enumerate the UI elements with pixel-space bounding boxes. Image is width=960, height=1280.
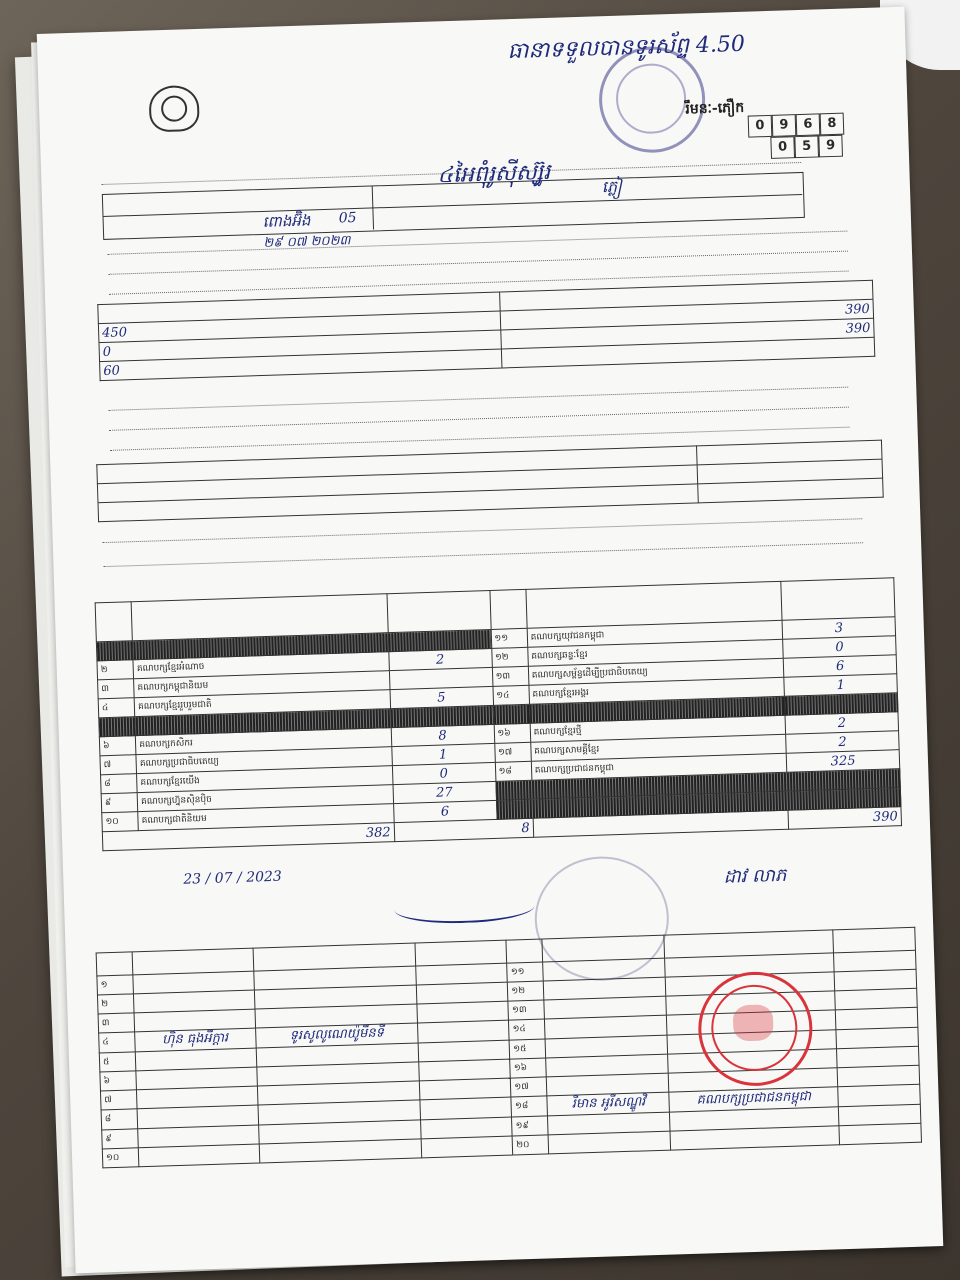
row-number: ៣ [98, 1013, 134, 1033]
party-votes: 2 [786, 731, 899, 754]
party-name: គណបក្សខ្មែរយើង [137, 766, 393, 793]
party-name: គណបក្សកម្ពុជានិយម [134, 671, 390, 698]
row-number: ១៤ [509, 1019, 546, 1040]
spoiled-ballots-value: 0 [102, 344, 112, 360]
remaining-ballots-value: 60 [103, 362, 121, 379]
party-name: គណបក្សយុវជនកម្ពុជា [527, 620, 783, 647]
party-name: គណបក្សខ្មែរអំណាច [133, 652, 389, 679]
party-number: ១៤ [492, 685, 529, 705]
party-name: គណបក្សឆន្ទៈខ្មែរ [527, 639, 783, 666]
district-code: 05 [338, 209, 357, 227]
officer-signature: ដាវ លាភ [723, 864, 787, 888]
party-number: ៦ [99, 736, 136, 756]
code-digit: 5 [794, 135, 819, 158]
observer-party: ទូរសូលូណេយ៉ូមីនទី [255, 1023, 418, 1048]
station-name: ៤អៃពុំរូស៊ីស្ស៊ួរ [437, 159, 551, 189]
invalid-votes: 8 [521, 820, 530, 836]
row-number: ២ [97, 994, 133, 1014]
row-number: ១៨ [511, 1096, 548, 1117]
row-number: ១០ [102, 1148, 138, 1168]
rule [109, 387, 849, 411]
row-number: ១៧ [511, 1077, 548, 1097]
party-votes: 6 [393, 800, 496, 822]
party-name: គណបក្សខ្មែរថ្មី [530, 715, 786, 742]
party-votes: 0 [783, 636, 896, 659]
party-number: ៨ [101, 774, 138, 794]
vote-type-label: រឹមនៈ-ភឿក [685, 99, 745, 118]
row-number: ៩ [102, 1129, 138, 1149]
vote-count-form [37, 7, 944, 1274]
rule [103, 518, 863, 543]
row-number: ១ [97, 975, 133, 995]
row-number: ១៩ [512, 1116, 549, 1136]
rule [108, 251, 848, 275]
party-number: ១៣ [492, 666, 529, 686]
district-name: ពោងអ៊ិង [262, 211, 311, 231]
handwritten-top-note: ធានាទទួលបានទូរស័ព្ទ 4.50 [507, 31, 746, 65]
commune-name: ភ្លៀ [601, 176, 623, 197]
code-row-2 [770, 135, 845, 159]
code-digit: 0 [770, 136, 795, 159]
party-name: គណបក្សកសិករ [135, 728, 391, 755]
code-digit: 0 [748, 115, 773, 138]
party-votes: 6 [783, 655, 896, 678]
row-number: ១២ [508, 981, 545, 1001]
party-votes: 8 [391, 724, 494, 746]
row-number: ៤ [99, 1032, 136, 1053]
party-number: ៣ [98, 679, 135, 699]
party-name: គណបក្សខ្មែរអង្គរ [529, 677, 785, 704]
row-number: ១៥ [509, 1039, 546, 1059]
row-number: ២០ [513, 1135, 550, 1155]
chief-signature [394, 891, 535, 925]
party-name: គណបក្សជាតិនិយម [138, 804, 394, 831]
observer-party: គណបក្សប្រជាជនកម្ពុជា [669, 1087, 838, 1112]
rule [103, 542, 863, 567]
code-digit: 6 [796, 113, 821, 136]
code-row-1 [748, 113, 845, 138]
party-votes: 2 [389, 648, 492, 670]
party-votes: 1 [391, 743, 494, 765]
party-number: ៧ [100, 755, 137, 775]
total-valid-votes: 382 [365, 824, 391, 841]
rule [109, 407, 849, 431]
national-emblem-icon [148, 85, 199, 133]
row-number: ៦ [100, 1071, 136, 1091]
party-number: ១១ [491, 628, 528, 648]
party-number: ២ [97, 660, 134, 680]
party-number: ៤ [98, 698, 135, 718]
row-number: ១៦ [510, 1058, 547, 1078]
date-received: ២៩ ០៧ ២០២៣ [263, 233, 351, 251]
code-digit: 9 [772, 114, 797, 137]
party-number: ១០ [102, 812, 139, 832]
party-number: ១៨ [495, 761, 532, 781]
total-ballots: 390 [872, 808, 898, 825]
party-name: គណបក្សខ្មែររួបរួមជាតិ [134, 690, 390, 717]
station-code-boxes [748, 113, 845, 160]
party-number: ១២ [491, 647, 528, 667]
party-name: គណបក្សសាមគ្គីខ្មែរ [530, 734, 786, 761]
signing-date: 23 / 07 / 2023 [183, 868, 283, 888]
party-votes: 2 [785, 712, 898, 735]
code-digit: 9 [818, 135, 843, 158]
unused-ballots-value: 450 [101, 324, 128, 341]
vote-results-table [95, 577, 902, 851]
ballots-used-value: 390 [845, 320, 871, 337]
observer-name: រឹមាន អូរីសណ្ឌូវិ [547, 1092, 670, 1116]
party-votes: 1 [784, 674, 897, 697]
ballots-received-value: 390 [844, 301, 871, 318]
party-number: ១៦ [494, 723, 531, 743]
complaints-table [96, 440, 883, 523]
observer-name: ហ៊ិន ធុងអីក្តារ [135, 1028, 256, 1052]
row-number: ១៣ [508, 1000, 545, 1020]
party-votes: 5 [390, 686, 493, 708]
party-number: ៩ [101, 793, 138, 813]
row-number: ៨ [101, 1109, 138, 1130]
party-name: គណបក្សសម្ព័ន្ធដើម្បីប្រជាធិបតេយ្យ [528, 658, 784, 685]
party-votes: 0 [392, 762, 495, 784]
party-name: គណបក្សហ្វ៊ុនស៊ិនប៉ិច [137, 785, 393, 812]
row-number: ៥ [99, 1052, 135, 1072]
row-number: ១១ [507, 962, 544, 982]
party-votes: 3 [782, 617, 895, 640]
party-votes: 325 [786, 750, 899, 773]
party-number: ១៧ [494, 742, 531, 762]
party-name: គណបក្សប្រជាជនកម្ពុជា [531, 753, 787, 780]
code-digit: 8 [820, 113, 845, 136]
party-name: គណបក្សប្រជាធិបតេយ្យ [136, 747, 392, 774]
ballot-count-table [97, 280, 875, 381]
row-number: ៧ [100, 1090, 136, 1110]
party-votes: 27 [393, 781, 496, 803]
